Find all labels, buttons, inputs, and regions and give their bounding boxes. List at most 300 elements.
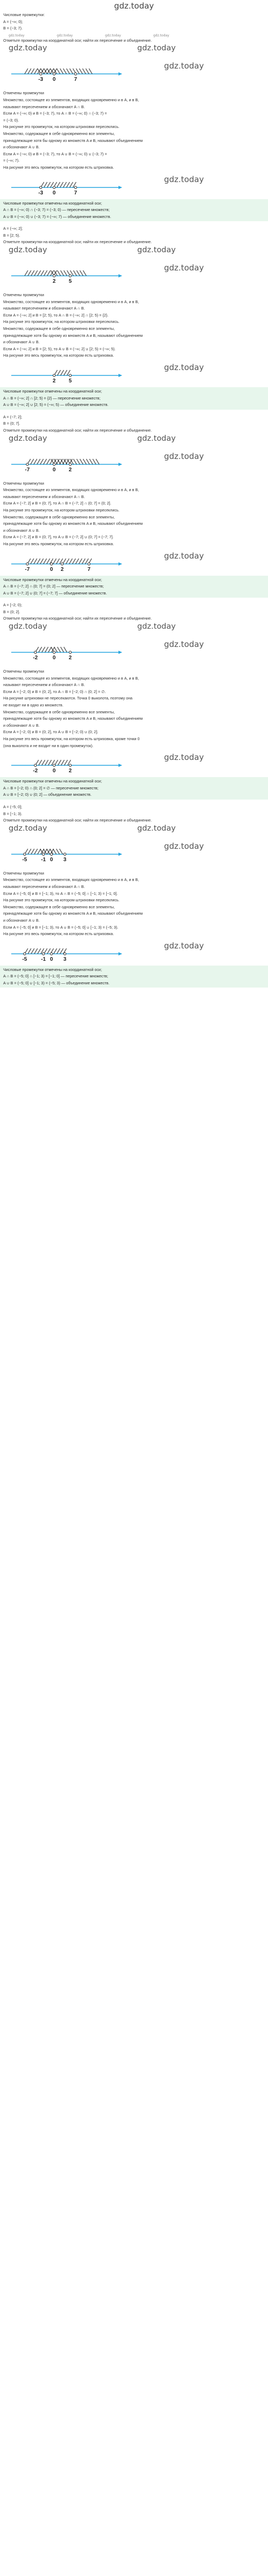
number-line-figure	[3, 636, 265, 664]
watermark-text: gdz.today	[137, 44, 176, 53]
explanation-line: Множество, содержащее в себе одновременно все элементы,	[3, 904, 115, 909]
watermark-text: gdz.today	[164, 451, 204, 461]
number-line	[3, 359, 265, 387]
explanation-line: На рисунке это промежуток, на котором штриховки пересеклись.	[3, 319, 120, 325]
watermark-row	[3, 434, 265, 448]
axis-label: 2	[61, 566, 64, 573]
explanation-line: Если A = [−2; 0) и B = (0; 2], то A ∪ B = [−2; 0) ∪ (0; 2].	[3, 729, 99, 735]
hatch-stroke	[79, 559, 82, 564]
hatch-stroke	[37, 459, 40, 464]
hatch-stroke	[47, 459, 50, 464]
explanation-line: принадлежащие хотя бы одному из множеств A и B, называют объединением	[3, 521, 143, 526]
hatch-stroke	[66, 182, 70, 187]
explanation-line: и обозначают A ∪ B.	[3, 528, 40, 533]
watermark-text: gdz.today	[164, 551, 204, 561]
hatch-stroke	[57, 270, 61, 276]
hatch-stroke	[45, 647, 48, 652]
hatch-stroke	[64, 370, 67, 375]
explanation-line: Отмечены промежутки	[3, 669, 44, 674]
hatch-stroke	[47, 182, 50, 187]
explanation-line: Если A = [−2; 0) и B = (0; 2], то A ∩ B = [−2; 0) ∩ (0; 2] = ∅.	[3, 689, 106, 694]
watermark-text: gdz.today	[164, 940, 204, 951]
given-line: B = [−1; 3).	[3, 811, 23, 816]
axis-label: 2	[53, 278, 56, 285]
hatch-stroke	[60, 69, 63, 74]
hatch-stroke	[31, 948, 34, 954]
watermark-row	[3, 622, 265, 636]
answer-line: A ∪ B = [−2; 0) ∪ (0; 2] — объединение множеств.	[3, 792, 92, 797]
number-line	[3, 171, 265, 199]
exercise-section	[3, 602, 265, 804]
hatch-stroke	[41, 270, 44, 276]
explanation-line: На рисунке это весь промежуток, на котором есть штриховка, кроме точки 0	[3, 736, 140, 741]
hatch-stroke	[83, 459, 86, 464]
watermark-text: gdz.today	[9, 33, 25, 37]
task-line: Отметьте промежутки на координатной оси; найти их пересечение и объединение.	[3, 239, 152, 245]
watermark-text: gdz.today	[57, 33, 73, 37]
axis-point	[64, 952, 66, 954]
hatch-stroke	[43, 559, 47, 564]
given-line: B = (0; 2].	[3, 609, 20, 614]
axis-point	[69, 275, 71, 277]
exercise-section	[3, 804, 265, 992]
axis-point	[34, 764, 36, 766]
hatch-stroke	[69, 559, 72, 564]
answer-line: Числовые промежутки отмечены на координатной оси;	[3, 389, 102, 394]
axis-label: 2	[53, 378, 56, 384]
hatch-stroke	[47, 849, 50, 854]
answer-line: A ∪ B = (−7; 2] ∪ (0; 7] = (−7; 7] — объединение множеств.	[3, 590, 107, 596]
watermark-text: gdz.today	[9, 622, 47, 631]
hatch-stroke	[34, 849, 38, 854]
spacer	[3, 86, 265, 90]
axis-point	[69, 764, 71, 766]
explanation-line: Множество, содержащее в себе одновременно все элементы,	[3, 326, 115, 332]
axis-label: -3	[38, 190, 43, 196]
axis-label: 5	[69, 278, 72, 285]
axis-point	[50, 562, 53, 564]
axis-label: 0	[50, 956, 53, 962]
answer-box	[0, 777, 268, 800]
hatch-stroke	[42, 647, 45, 652]
watermark-text: gdz.today	[9, 824, 47, 833]
watermark-text: gdz.today	[105, 33, 121, 37]
spacer	[3, 800, 265, 804]
exercise-section	[3, 414, 265, 602]
hatch-stroke	[40, 459, 43, 464]
hatch-stroke	[83, 270, 86, 276]
hatch-stroke	[57, 370, 61, 375]
task-line: Отметьте промежутки на координатной оси; найти их пересечение и объединение.	[3, 818, 152, 823]
answer-box	[0, 966, 268, 988]
answer-line: A ∩ B = (−∞; 2] ∩ [2; 5) = {2} — пересечение множеств;	[3, 395, 101, 401]
explanation-line: Отмечены промежутки	[3, 292, 44, 298]
number-line-figure	[3, 171, 265, 199]
spacer	[3, 598, 265, 602]
number-line	[3, 548, 265, 576]
hatch-stroke	[48, 647, 51, 652]
task-line: Отметьте промежутки на координатной оси; найти их пересечение и объединение.	[3, 427, 152, 433]
task-line: Отметьте промежутки на координатной оси; найти их пересечение и объединение.	[3, 616, 152, 621]
answer-line: A ∩ B = [−2; 0) ∩ (0; 2] = ∅ — пересечение множеств;	[3, 785, 99, 790]
hatch-stroke	[39, 647, 42, 652]
explanation-line: (она выколота и не входит ни в один промежуток).	[3, 743, 94, 748]
number-line-figure	[3, 838, 265, 866]
hatch-region	[35, 647, 55, 652]
explanation-line: Множество, содержащее в себе одновременно все элементы,	[3, 514, 115, 519]
hatch-stroke	[96, 459, 99, 464]
hatch-stroke	[86, 69, 89, 74]
explanation-line: На рисунке это весь промежуток, на котором есть штриховка.	[3, 541, 114, 546]
axis-arrow	[118, 562, 122, 566]
hatch-stroke	[47, 559, 50, 564]
hatch-stroke	[90, 459, 93, 464]
hatch-stroke	[42, 760, 45, 765]
explanation-line: Отмечены промежутки	[3, 870, 44, 876]
answer-box	[0, 199, 268, 222]
axis-label: 2	[69, 466, 72, 473]
watermark-text: gdz.today	[164, 841, 204, 851]
axis-label: 7	[74, 190, 77, 196]
explanation-line: Если A = (−∞; 0) и B = (−3; 7), то A ∩ B = (−∞; 0) ∩ (−3; 7) =	[3, 111, 107, 116]
explanation-line: Отмечены промежутки	[3, 480, 44, 486]
axis-point	[75, 186, 77, 188]
axis-label: -2	[33, 768, 38, 774]
axis-label: -3	[38, 77, 43, 83]
hatch-stroke	[47, 849, 50, 854]
axis-point	[69, 374, 71, 376]
hatch-stroke	[25, 270, 28, 276]
hatch-stroke	[28, 849, 31, 854]
explanation-line: На рисунке это промежуток, на котором штриховки пересеклись.	[3, 124, 120, 130]
axis-label: 3	[63, 856, 66, 863]
explanation-line: Если A = (−∞; 0) и B = (−3; 7), то A ∪ B = (−∞; 0) ∪ (−3; 7) =	[3, 151, 107, 156]
axis-arrow	[118, 72, 122, 76]
axis-point	[24, 853, 26, 855]
hatch-stroke	[57, 647, 61, 652]
answer-line: Числовые промежутки отмечены на координатной оси;	[3, 967, 102, 972]
explanation-line: называют пересечением и обозначают A ∩ B.	[3, 494, 85, 499]
exercise-section	[3, 12, 265, 225]
axis-label: -5	[22, 956, 27, 962]
hatch-stroke	[64, 270, 67, 276]
hatch-stroke	[38, 270, 41, 276]
explanation-line: На рисунке это промежуток, на котором штриховки пересеклись.	[3, 898, 120, 903]
hatch-stroke	[73, 459, 77, 464]
hatch-stroke	[77, 459, 80, 464]
number-line	[3, 838, 265, 866]
answer-line: Числовые промежутки отмечены на координатной оси;	[3, 577, 102, 582]
hatch-stroke	[37, 559, 40, 564]
explanation-line: и обозначают A ∪ B.	[3, 722, 40, 728]
explanation-line: = (−∞; 7).	[3, 158, 20, 163]
exercise-section	[3, 225, 265, 414]
axis-point	[50, 952, 53, 954]
content-flow	[3, 12, 265, 992]
hatch-stroke	[61, 647, 64, 652]
watermark-text: gdz.today	[9, 44, 47, 53]
hatch-stroke	[31, 459, 34, 464]
hatch-stroke	[57, 182, 60, 187]
axis-point	[53, 764, 55, 766]
axis-label: 0	[53, 768, 56, 774]
hatch-stroke	[63, 69, 66, 74]
number-line-figure	[3, 58, 265, 86]
hatch-stroke	[45, 760, 48, 765]
hatch-stroke	[38, 948, 41, 954]
axis-label: 5	[69, 378, 72, 384]
explanation-line: На рисунке это весь промежуток, на котором есть штриховка.	[3, 931, 114, 937]
hatch-stroke	[48, 760, 51, 765]
axis-label: 0	[53, 466, 56, 473]
axis-label: 2	[69, 655, 72, 661]
number-line-figure	[3, 548, 265, 576]
explanation-line: Если A = (−7; 2] и B = (0; 7], то A ∪ B = (−7; 2] ∪ (0; 7] = (−7; 7].	[3, 534, 114, 540]
hatch-stroke	[31, 849, 34, 854]
axis-arrow	[118, 274, 122, 277]
hatch-stroke	[28, 270, 31, 276]
axis-label: -5	[22, 856, 27, 863]
given-line: B = (0; 7].	[3, 421, 20, 426]
axis-label: 7	[74, 77, 77, 83]
given-line: A = (−∞; 2];	[3, 226, 23, 231]
watermark-text: gdz.today	[164, 363, 204, 372]
explanation-line: На рисунке это весь промежуток, на котором есть штриховка.	[3, 164, 114, 170]
hatch-stroke	[93, 459, 96, 464]
explanation-line: называют пересечением и обозначают A ∩ B.	[3, 682, 85, 688]
axis-label: 0	[53, 77, 56, 83]
explanation-line: На рисунке штриховки не пересекаются. Точка 0 выколота, поэтому она	[3, 696, 133, 701]
hatch-stroke	[63, 182, 66, 187]
explanation-line: Множество, состоящее из элементов, входящих одновременно и в A, и в B,	[3, 487, 139, 493]
explanation-line: не входит ни в одно из множеств.	[3, 703, 64, 708]
hatch-stroke	[40, 559, 43, 564]
hatch-stroke	[83, 69, 86, 74]
answer-line: A ∪ B = (−∞; 2] ∪ [2; 5) = (−∞; 5) — объединение множеств.	[3, 402, 109, 408]
axis-label: 3	[63, 956, 66, 962]
axis-arrow	[118, 463, 122, 466]
axis-point	[40, 73, 42, 75]
axis-point	[40, 186, 42, 188]
hatch-stroke	[82, 559, 85, 564]
axis-point	[53, 463, 55, 465]
number-line-figure	[3, 938, 265, 966]
answer-line: A ∪ B = (−5; 0] ∪ [−1; 3) = (−5; 3) — объединение множеств.	[3, 980, 110, 985]
axis-point	[26, 463, 28, 465]
answer-line: A ∩ B = (−5; 0] ∩ [−1; 3) = [−1; 0] — пересечение множеств;	[3, 974, 108, 979]
axis-arrow	[118, 764, 122, 767]
axis-label: -1	[41, 856, 46, 863]
axis-label: 0	[50, 566, 53, 573]
hatch-stroke	[34, 69, 38, 74]
hatch-stroke	[47, 948, 50, 954]
spacer	[3, 664, 265, 668]
axis-point	[61, 562, 63, 564]
given-line: Числовые промежутки:	[3, 12, 45, 17]
explanation-line: принадлежащие хотя бы одному из множеств A и B, называют объединением	[3, 716, 143, 721]
answer-line: A ∩ B = (−∞; 0) ∩ (−3; 7) = (−3; 0) — пересечение множеств;	[3, 207, 110, 213]
watermark-text: gdz.today	[153, 33, 169, 37]
axis-label: -1	[41, 956, 46, 962]
axis-label: -2	[33, 655, 38, 661]
axis-point	[34, 651, 36, 653]
explanation-line: принадлежащие хотя бы одному из множеств A и B, называют объединением	[3, 333, 143, 338]
hatch-stroke	[43, 459, 47, 464]
number-line-figure	[3, 359, 265, 387]
hatch-stroke	[76, 559, 79, 564]
explanation-line: Множество, состоящее из элементов, входящих одновременно и в A, и в B,	[3, 97, 139, 102]
hatch-stroke	[66, 69, 70, 74]
explanation-line: называют пересечением и обозначают A ∩ B.	[3, 306, 85, 311]
axis-point	[53, 374, 55, 376]
hatch-stroke	[80, 459, 83, 464]
hatch-stroke	[80, 270, 83, 276]
explanation-line: Если A = (−∞; 2] и B = [2; 5), то A ∪ B = (−∞; 2] ∪ [2; 5) = (−∞; 5).	[3, 346, 116, 351]
axis-label: 7	[87, 566, 91, 573]
answer-line: A ∩ B = (−7; 2] ∩ (0; 7] = (0; 2] — пересечение множеств;	[3, 584, 104, 589]
hatch-stroke	[57, 948, 60, 954]
explanation-line: Отмечены промежутки	[3, 91, 44, 96]
explanation-line: и обозначают A ∪ B.	[3, 340, 40, 345]
explanation-line: Если A = (−7; 2] и B = (0; 7], то A ∩ B = (−7; 2] ∩ (0; 7] = (0; 2].	[3, 501, 111, 506]
hatch-stroke	[64, 647, 67, 652]
hatch-stroke	[28, 69, 31, 74]
axis-point	[26, 562, 28, 564]
number-line	[3, 749, 265, 777]
watermark-text: gdz.today	[137, 434, 176, 443]
explanation-line: называют пересечением и обозначают A ∩ B.	[3, 104, 85, 109]
axis-point	[53, 73, 55, 75]
axis-arrow	[118, 952, 122, 955]
hatch-stroke	[54, 948, 57, 954]
axis-point	[53, 651, 55, 653]
axis-arrow	[118, 186, 122, 189]
watermark-text: gdz.today	[137, 622, 176, 631]
axis-point	[69, 651, 71, 653]
watermark-row	[3, 824, 265, 838]
hatch-stroke	[44, 270, 47, 276]
explanation-line: Множество, содержащее в себе одновременно все элементы,	[3, 131, 115, 136]
axis-point	[64, 853, 66, 855]
given-line: B = (−3; 7).	[3, 26, 23, 31]
axis-label: 0	[50, 856, 53, 863]
hatch-stroke	[34, 948, 38, 954]
watermark-text: gdz.today	[137, 246, 176, 255]
spacer	[3, 221, 265, 225]
number-line-figure	[3, 448, 265, 476]
hatch-stroke	[86, 459, 90, 464]
axis-label: -7	[25, 466, 30, 473]
hatch-stroke	[57, 69, 60, 74]
hatch-stroke	[25, 69, 28, 74]
spacer	[3, 288, 265, 292]
watermark-text: gdz.today	[164, 174, 204, 184]
hatch-stroke	[38, 849, 41, 854]
hatch-stroke	[58, 760, 61, 765]
hatch-stroke	[53, 849, 56, 854]
explanation-line: и обозначают A ∪ B.	[3, 145, 40, 150]
hatch-stroke	[79, 69, 83, 74]
explanation-line: Множество, состоящее из элементов, входящих одновременно и в A, и в B,	[3, 877, 139, 883]
hatch-stroke	[34, 270, 38, 276]
hatch-stroke	[56, 559, 59, 564]
hatch-stroke	[73, 270, 77, 276]
hatch-stroke	[47, 270, 50, 276]
number-line	[3, 636, 265, 664]
explanation-line: принадлежащие хотя бы одному из множеств A и B, называют объединением	[3, 138, 143, 143]
axis-arrow	[118, 374, 122, 377]
hatch-stroke	[31, 69, 34, 74]
given-line: A = (−5; 0];	[3, 804, 23, 809]
number-line-figure	[3, 260, 265, 288]
explanation-line: и обозначают A ∪ B.	[3, 917, 40, 923]
hatch-stroke	[34, 459, 37, 464]
explanation-line: называют пересечением и обозначают A ∩ B.	[3, 884, 85, 889]
hatch-stroke	[61, 370, 64, 375]
hatch-stroke	[59, 849, 63, 854]
explanation-line: принадлежащие хотя бы одному из множеств A и B, называют объединением	[3, 911, 143, 916]
number-line	[3, 448, 265, 476]
watermark-text: gdz.today	[137, 824, 176, 833]
site-logo[interactable]: gdz.today	[114, 1, 154, 11]
axis-arrow	[118, 853, 122, 856]
hatch-stroke	[72, 559, 76, 564]
hatch-stroke	[31, 559, 34, 564]
axis-point	[42, 853, 44, 855]
answer-box	[0, 576, 268, 598]
hatch-stroke	[66, 559, 69, 564]
watermark-text: gdz.today	[164, 639, 204, 650]
watermark-text: gdz.today	[9, 434, 47, 443]
given-line: A = (−∞; 0);	[3, 19, 23, 24]
hatch-stroke	[60, 948, 63, 954]
axis-label: 0	[53, 655, 56, 661]
given-line: A = (−7; 2];	[3, 414, 23, 419]
axis-point	[88, 562, 90, 564]
axis-point	[53, 186, 55, 188]
axis-point	[42, 952, 44, 954]
axis-label: 2	[69, 768, 72, 774]
answer-line: Числовые промежутки отмечены на координатной оси;	[3, 200, 102, 206]
number-line	[3, 58, 265, 86]
hatch-stroke	[61, 760, 64, 765]
explanation-line: Множество, содержащее в себе одновременно все элементы,	[3, 709, 115, 714]
hatch-region	[38, 69, 92, 74]
axis-arrow	[118, 651, 122, 654]
hatch-stroke	[64, 760, 68, 765]
axis-point	[69, 463, 71, 465]
watermark-text: gdz.today	[164, 752, 204, 763]
explanation-line: На рисунке это весь промежуток, на котором есть штриховка.	[3, 353, 114, 358]
task-line: Отметьте промежутки на координатной оси; найти их пересечение и объединение.	[3, 37, 152, 43]
watermark-text: gdz.today	[9, 246, 47, 255]
hatch-stroke	[77, 270, 80, 276]
number-line-figure	[3, 749, 265, 777]
given-line: A = [−2; 0);	[3, 602, 23, 608]
explanation-line: На рисунке это промежуток, на котором штриховки пересеклись.	[3, 507, 120, 513]
answer-box	[0, 387, 268, 410]
watermark-row	[3, 44, 265, 58]
number-line	[3, 938, 265, 966]
hatch-stroke	[31, 270, 34, 276]
axis-label: -7	[25, 566, 30, 573]
watermark-text: gdz.today	[164, 61, 204, 71]
watermark-row	[3, 246, 265, 260]
small-watermark-row	[3, 32, 265, 37]
watermark-text: gdz.today	[164, 263, 204, 273]
hatch-stroke	[70, 69, 73, 74]
hatch-stroke	[34, 559, 37, 564]
